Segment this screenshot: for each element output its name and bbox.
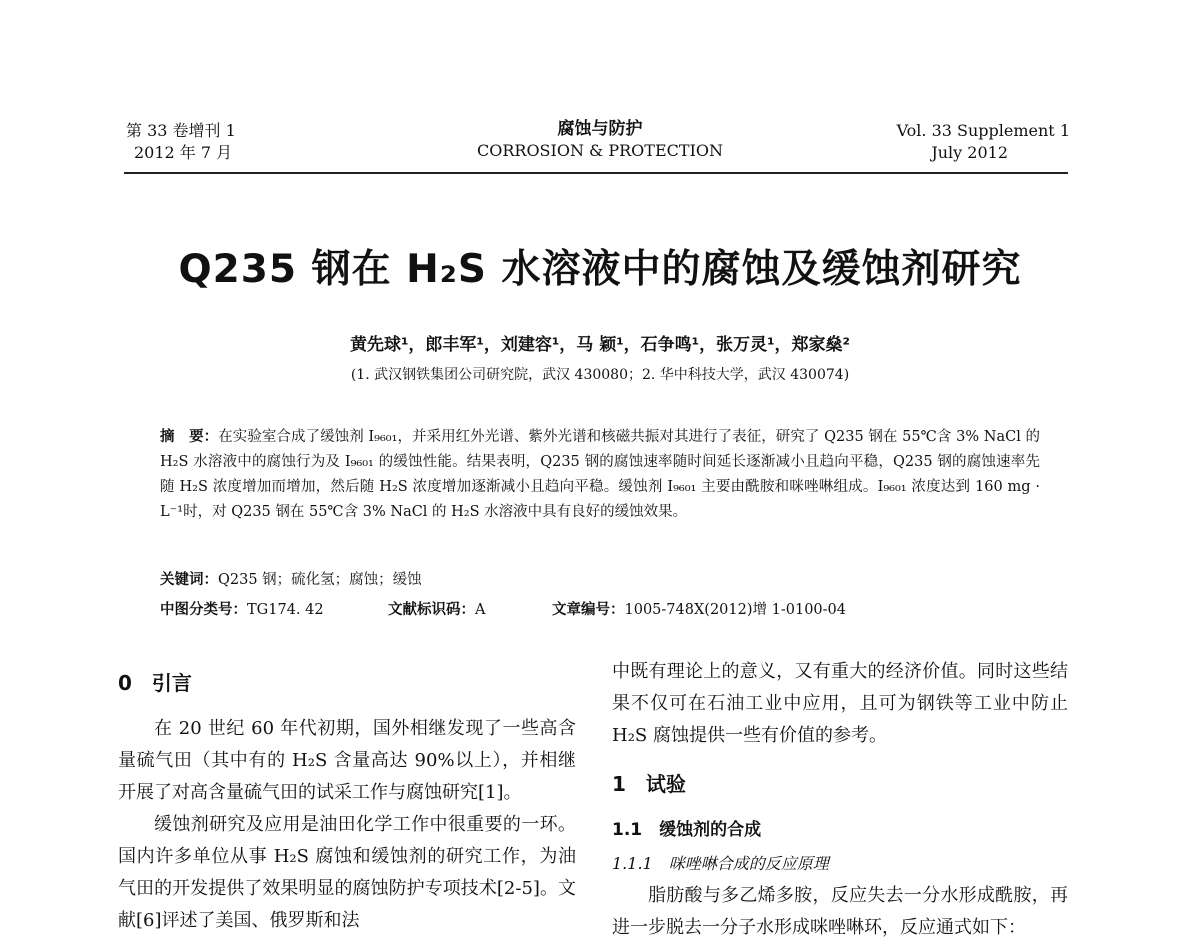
volume-en: Vol. 33 Supplement 1 <box>896 121 1070 140</box>
date-cn: 2012 年 7 月 <box>134 143 233 162</box>
header-rule <box>124 172 1068 174</box>
article-title: Q235 钢在 H₂S 水溶液中的腐蚀及缓蚀剂研究 <box>178 247 1022 292</box>
abstract-label: 摘 要： <box>160 428 219 445</box>
clc-value: TG174. 42 <box>247 602 324 618</box>
header-center <box>420 118 780 162</box>
doc-code-label: 文献标识码： <box>388 601 475 618</box>
body-column-left <box>118 663 576 937</box>
author-list: 黄先球¹，郎丰军¹，刘建容¹，马 颖¹，石争鸣¹，张万灵¹，郑家燊² <box>349 335 851 355</box>
header-left <box>126 120 236 164</box>
abstract-text: 在实验室合成了缓蚀剂 I₉₆₀₁，并采用红外光谱、紫外光谱和核磁共振对其进行了表征，研究了 Q235 钢在 55℃含 3% NaCl 的 H₂S 水溶液中的腐蚀行为及 I₉₆₀₁ 的缓蚀性能。结果表明，Q235 钢的腐蚀速率随时间延长逐渐减小且趋向平稳，Q235 钢的腐蚀速率先随 H₂S 浓度增加而增加，然后随 H₂S 浓度增加逐渐减小且趋向平稳。缓蚀剂 I₉₆₀₁ 主要由酰胺和咪唑啉组成。I₉₆₀₁ 浓度达到 160 mg · L⁻¹时，对 Q235 钢在 55℃含 3% NaCl 的 H₂S 水溶液中具有良好的缓蚀效果。 <box>160 429 1041 520</box>
subsubsection-heading: 1.1.1 咪唑啉合成的反应原理 <box>612 854 829 873</box>
subsection-heading: 1.1 缓蚀剂的合成 <box>612 820 762 840</box>
article-no-label: 文章编号： <box>552 601 625 618</box>
journal-title-en: CORROSION & PROTECTION <box>476 141 723 160</box>
doc-code-value: A <box>475 602 486 618</box>
paragraph: 中既有理论上的意义，又有重大的经济价值。同时这些结果不仅可在石油工业中应用，且可为钢铁等工业中防止 H₂S 腐蚀提供一些有价值的参考。 <box>612 661 1068 746</box>
paragraph: 在 20 世纪 60 年代初期，国外相继发现了一些高含量硫气田（其中有的 H₂S 含量高达 90%以上），并相继开展了对高含量硫气田的试采工作与腐蚀研究[1]。 <box>118 718 576 803</box>
keywords-text: Q235 钢；硫化氢；腐蚀；缓蚀 <box>218 572 422 588</box>
paragraph: 缓蚀剂研究及应用是油田化学工作中很重要的一环。国内许多单位从事 H₂S 腐蚀和缓蚀剂的研究工作，为油气田的开发提供了效果明显的腐蚀防护专项技术[2-5]。文献[6]评述了美国、俄罗斯和法 <box>118 814 576 931</box>
affiliations: (1. 武汉钢铁集团公司研究院，武汉 430080；2. 华中科技大学，武汉 430074) <box>350 367 850 383</box>
keywords <box>160 568 422 589</box>
journal-title-cn: 腐蚀与防护 <box>557 119 643 139</box>
section-heading-intro: 0 引言 <box>118 671 192 695</box>
abstract <box>160 424 1040 525</box>
date-en: July 2012 <box>931 143 1008 162</box>
body-column-right <box>612 656 1068 944</box>
header-right <box>860 120 1070 164</box>
volume-cn: 第 33 卷增刊 1 <box>126 121 236 140</box>
section-heading-experiment: 1 试验 <box>612 772 686 796</box>
classification-line <box>160 598 1060 619</box>
keywords-label: 关键词： <box>160 571 218 588</box>
clc-label: 中图分类号： <box>160 601 247 618</box>
article-no-value: 1005-748X(2012)增 1-0100-04 <box>624 602 847 618</box>
paragraph: 脂肪酸与多乙烯多胺，反应失去一分水形成酰胺，再进一步脱去一分子水形成咪唑啉环，反应通式如下： <box>612 885 1068 938</box>
